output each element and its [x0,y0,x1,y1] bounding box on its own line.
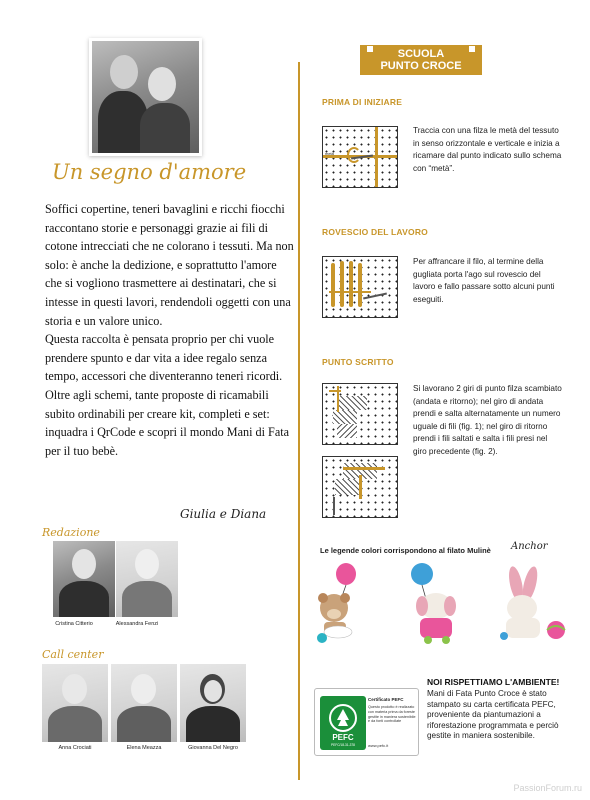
step-title: PUNTO SCRITTO [322,357,394,367]
pefc-cert-body: Questo prodotto è realizzato con materia prima da foreste gestite in maniera sostenibile e da fonti controllate [368,705,416,724]
editors-photo-frame [89,38,202,156]
step-title: PRIMA DI INIZIARE [322,97,403,107]
staff-name: Cristina Citterio [55,621,93,627]
intro-title: Un segno d'amore [52,160,247,184]
bunny-with-ball-illustration [500,565,565,640]
grid-label: metà [325,151,334,156]
banner-square-icon [366,45,374,53]
step-title: ROVESCIO DEL LAVORO [322,227,428,237]
staff-name: Giovanna Del Negro [188,745,238,751]
staff-photo [42,664,108,742]
legend-text: Le legende colori corrispondono al filato Mulinè [320,546,491,555]
signature: Giulia e Diana [180,507,267,521]
step-grid-illustration [322,456,398,518]
pefc-cert-title: Certificato PEFC [368,697,404,702]
pefc-logo-code: PEFC/18-31-378 [331,743,355,747]
callcenter-label: Call center [42,648,104,661]
staff-name: Alessandra Fenzi [115,621,159,627]
bear-with-balloon-illustration [317,563,356,643]
anchor-logo: Anchor [511,541,548,552]
bunny-with-balloon-illustration [411,563,456,644]
staff-photo [111,664,177,742]
watermark: PassionForum.ru [513,783,582,793]
intro-text [45,200,295,460]
intro-paragraph-2: Questa raccolta è pensata proprio per chi vuole prendere spunto e dar vita a idee regalo senza tempo, accessori che diventeranno teneri ricordi. [45,332,283,384]
step-text: Traccia con una filza le metà del tessuto in senso orizzontale e verticale e inizia a ricamare dal punto indicato sullo schema con “metà”. [413,126,562,173]
staff-photo [116,541,178,617]
tree-icon [329,704,357,732]
editors-photo [92,41,199,153]
step-grid-illustration [322,383,398,445]
pefc-url: www.pefc.it [368,743,389,748]
cross-stitch-illustrations [316,562,584,646]
staff-name: Anna Crociati [58,745,92,751]
step-grid-illustration [322,126,398,188]
banner-line-2: PUNTO CROCE [380,60,462,72]
pefc-logo [320,696,366,750]
staff-photo [180,664,246,742]
school-banner [360,45,482,75]
step-grid-illustration [322,256,398,318]
eco-text: Mani di Fata Punto Croce è stato stampato su carta certificata PEFC, proveniente da piantumazioni a riforestazione programmata e perciò gestite in maniera sostenibile. [427,689,559,741]
intro-paragraph-1: Soffici copertine, teneri bavaglini e ricchi fiocchi raccontano storie e personaggi grazie ai fili di cotone intrecciati che ne colorano i tessuti. Ma non solo: è anche la dedizione, e soprattutto l'amore che si vogliono trasmettere ai destinatari, che si intesse in questi lavori, rendendoli oggetti con una storia e un valore unico. [45,202,294,328]
column-divider [298,62,300,780]
banner-square-icon [468,45,476,53]
pefc-logo-text: PEFC [332,733,354,742]
staff-name: Elena Meazza [126,745,162,751]
intro-paragraph-3: Oltre agli schemi, tante proposte di ricamabili subito ordinabili per creare kit, completi e set: inquadra i QrCode e scopri il mondo Mani di Fata per il tuo bebè. [45,387,290,458]
banner-line-1: SCUOLA [397,48,445,60]
redazione-label: Redazione [42,526,100,539]
step-text: Per affrancare il filo, al termine della gugliata porta l'ago sul rovescio del lavoro e fallo passare sotto alcuni punti eseguiti. [413,257,555,304]
pefc-certificate-badge [314,688,419,756]
step-text: Si lavorano 2 giri di punto filza scambiato (andata e ritorno); nel giro di andata prendi e salta alternatamente un numero uguale di fili (fig. 1); nel giro di ritorno prendi i fili saltati e salta i fili presi nel giro precedente (fig. 2). [413,384,562,456]
staff-photo [53,541,115,617]
eco-title: NOI RISPETTIAMO L'AMBIENTE! [427,677,560,687]
